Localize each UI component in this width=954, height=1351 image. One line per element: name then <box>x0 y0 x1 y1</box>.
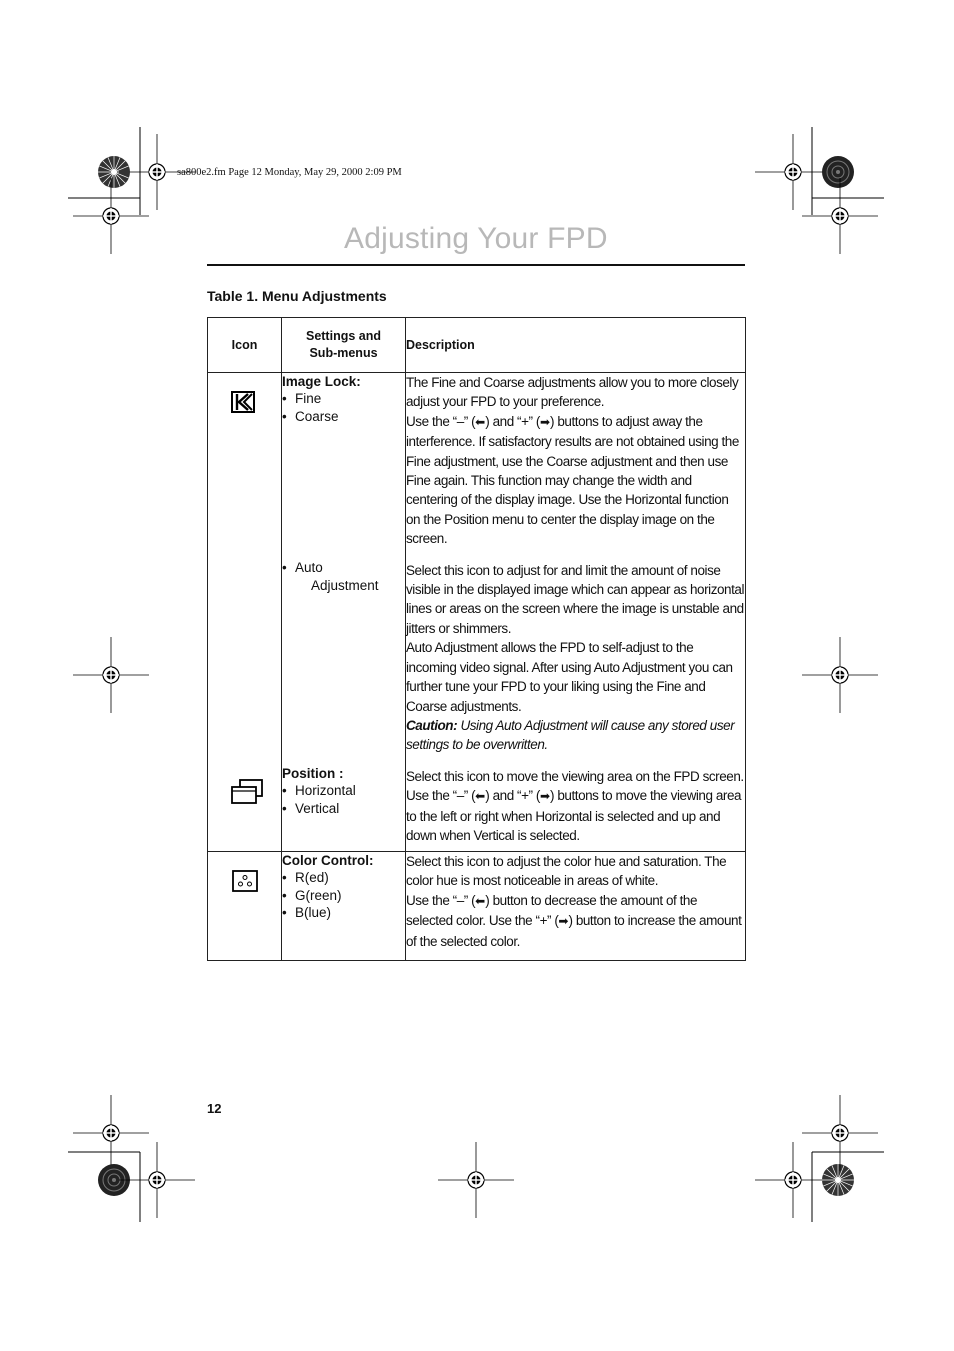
setting-title: Color Control: <box>282 853 374 868</box>
caution-text: Using Auto Adjustment will cause any stored user settings to be overwritten. <box>406 717 735 753</box>
settings-cell <box>282 852 406 961</box>
title-rule <box>207 264 745 266</box>
position-settings <box>282 765 405 817</box>
image-lock-description: The Fine and Coarse adjustments allow you to more closely adjust your FPD to your preference. Use the “–” (⬅) and “+” (➡) buttons to adjust away the interference. If satisfactory results are not obtained using the Fine adjustment, use the Coarse adjustment and then use Fine again. This function may change the width and centering of the display image. Use the Horizontal function on the Position menu to center the display image on the screen. <box>406 375 739 547</box>
column-header-settings: Settings and Sub-menus <box>282 318 406 373</box>
column-header-icon: Icon <box>208 318 282 373</box>
caution-label: Caution: <box>406 717 458 733</box>
plus-arrow-icon: ➡ <box>558 914 569 929</box>
plus-arrow-icon: ➡ <box>539 414 550 429</box>
column-header-description: Description <box>406 318 746 373</box>
position-description: Select this icon to move the viewing area on the FPD screen. Use the “–” (⬅) and “+” (➡) buttons to move the viewing area to the left or right when Horizontal is selected and up and down when Vertical is selected. <box>406 768 744 843</box>
table-caption: Table 1. Menu Adjustments <box>207 288 387 304</box>
list-item: • Fine <box>282 390 405 408</box>
color-control-icon <box>232 870 258 892</box>
menu-adjustments-table <box>207 317 746 961</box>
auto-adjustment-settings <box>282 559 405 765</box>
image-lock-settings <box>282 373 405 559</box>
page-number: 12 <box>207 1101 222 1116</box>
file-slug: sa800e2.fm Page 12 Monday, May 29, 2000 2:09 PM <box>177 167 402 178</box>
minus-arrow-icon: ⬅ <box>475 789 486 804</box>
color-control-description: Select this icon to adjust the color hue and saturation. The color hue is most noticeable in areas of white. Use the “–” (⬅) button to decrease the amount of the selected color. Use the “+” (➡) button to increase the amount of the selected color. <box>406 854 742 949</box>
icon-cell <box>208 852 282 961</box>
page-title: Adjusting Your FPD <box>344 222 608 255</box>
list-item: • Vertical <box>282 800 405 818</box>
table-row <box>208 373 746 852</box>
list-item: • B(lue) <box>282 904 405 922</box>
image-lock-icon <box>231 391 255 413</box>
position-icon <box>231 779 265 805</box>
table-header-row <box>208 318 746 373</box>
icon-cell <box>208 373 282 852</box>
minus-arrow-icon: ⬅ <box>475 893 486 908</box>
auto-adjustment-description: Select this icon to adjust for and limit the amount of noise visible in the displayed image which can appear as horizontal lines or areas on the screen where the image is unstable and jitters or shimmers. Auto Adjustment allows the FPD to self-adjust to the incoming video signal. After using Auto Adjustment you can further tune your FPD to your liking using the Fine and Coarse adjustments. Caution: Using Auto Adjustment will cause any stored user settings to be overwritten. <box>406 562 745 753</box>
list-item: • Horizontal <box>282 782 405 800</box>
setting-title: Image Lock: <box>282 374 361 389</box>
setting-title: Position : <box>282 766 344 781</box>
table-row <box>208 852 746 961</box>
settings-cell <box>282 373 406 852</box>
list-item-continuation: Adjustment <box>311 577 379 593</box>
description-cell <box>406 373 746 852</box>
list-item: • G(reen) <box>282 887 405 905</box>
plus-arrow-icon: ➡ <box>539 789 550 804</box>
list-item: • R(ed) <box>282 869 405 887</box>
description-cell <box>406 852 746 961</box>
minus-arrow-icon: ⬅ <box>475 414 486 429</box>
list-item: • Auto <box>282 559 405 577</box>
list-item: • Coarse <box>282 408 405 426</box>
